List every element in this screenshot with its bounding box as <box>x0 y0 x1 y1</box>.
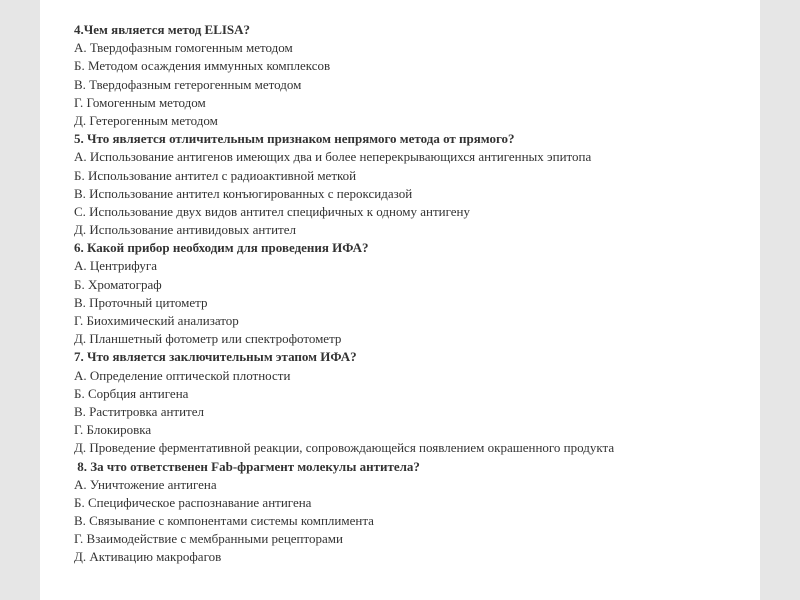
question-7-option-c: В. Раститровка антител <box>74 403 204 419</box>
question-5-option-c: В. Использование антител конъюгированных с пероксидазой <box>74 185 413 201</box>
question-7-option-b: Б. Сорбция антигена <box>74 385 189 401</box>
question-6-option-c: В. Проточный цитометр <box>74 294 208 310</box>
question-7-title: 7. Что является заключительным этапом ИФА? <box>74 349 357 365</box>
question-4-title: 4.Чем является метод ELISA? <box>74 22 251 37</box>
question-8-option-a: А. Уничтожение антигена <box>74 476 217 492</box>
question-6-option-d: Г. Биохимический анализатор <box>74 313 239 328</box>
question-6-option-b: Б. Хроматограф <box>74 276 162 292</box>
question-5-option-b: Б. Использование антител с радиоактивной меткой <box>74 167 357 183</box>
question-8-option-e: Д. Активацию макрофагов <box>74 549 222 565</box>
question-5-option-a: А. Использование антигенов имеющих два и более неперекрывающихся антигенных эпитопа <box>74 149 592 165</box>
question-8-title: 8. За что ответственен Fab-фрагмент молекулы антитела? <box>74 458 420 474</box>
slide <box>40 0 760 600</box>
question-7-option-a: А. Определение оптической плотности <box>74 367 291 383</box>
question-8-option-d: Г. Взаимодействие с мембранными рецепторами <box>74 531 343 547</box>
question-6-option-e: Д. Планшетный фотометр или спектрофотометр <box>74 331 342 347</box>
question-4-option-c: В. Твердофазным гетерогенным методом <box>74 76 302 92</box>
question-8-option-c: В. Связывание с компонентами системы комплимента <box>74 513 374 529</box>
question-4-option-b: Б. Методом осаждения иммунных комплексов <box>74 58 331 74</box>
quiz-content <box>74 21 754 567</box>
question-4-option-d: Г. Гомогенным методом <box>74 94 206 110</box>
question-5-option-e: Д. Использование антивидовых антител <box>74 222 296 238</box>
question-4-option-a: А. Твердофазным гомогенным методом <box>74 40 293 56</box>
question-6-option-a: А. Центрифуга <box>74 258 158 274</box>
question-5-title: 5. Что является отличительным признаком непрямого метода от прямого? <box>74 131 515 147</box>
question-7-option-e: Д. Проведение ферментативной реакции, сопровождающейся появлением окрашенного продукта <box>74 440 615 456</box>
question-8-option-b: Б. Специфическое распознавание антигена <box>74 494 312 510</box>
question-6-title: 6. Какой прибор необходим для проведения ИФА? <box>74 240 369 256</box>
question-7-option-d: Г. Блокировка <box>74 422 152 438</box>
question-5-option-d: С. Использование двух видов антител специфичных к одному антигену <box>74 203 470 219</box>
question-4-option-e: Д. Гетерогенным методом <box>74 112 218 128</box>
